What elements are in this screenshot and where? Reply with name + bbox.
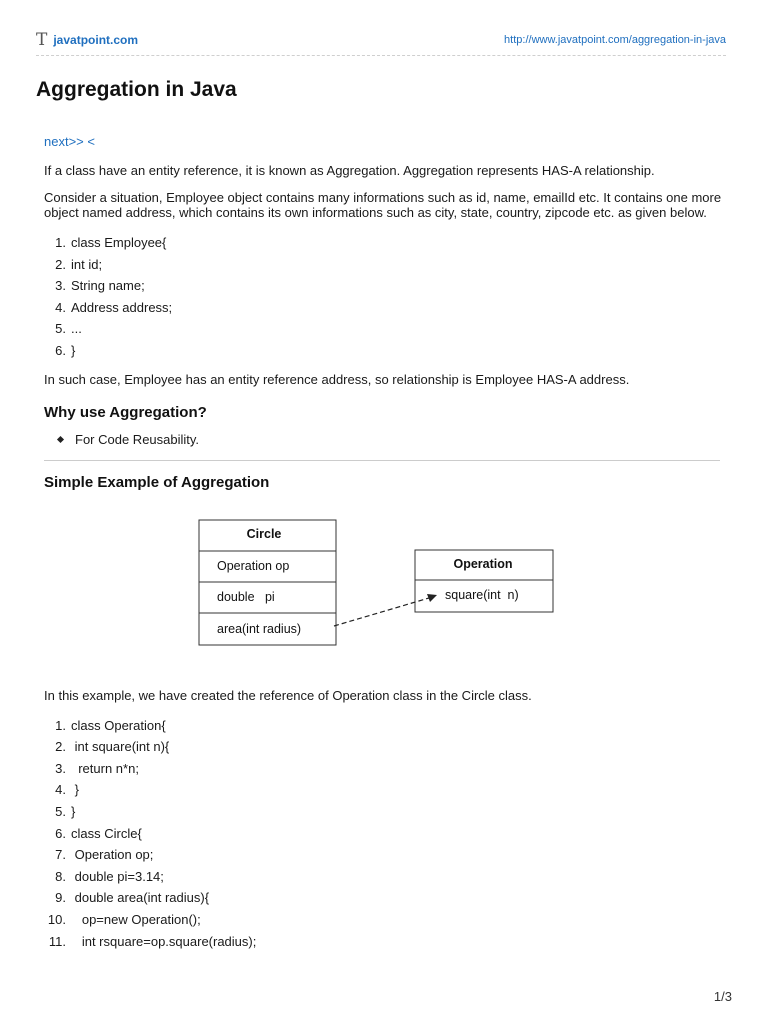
site-logo-icon: T <box>36 30 48 50</box>
code-line: 7. Operation op; <box>55 847 154 863</box>
code-line: 6. class Circle{ <box>55 825 142 841</box>
list-item: For Code Reusability. <box>44 432 724 448</box>
pager-nav <box>44 134 724 149</box>
site-name[interactable]: javatpoint.com <box>53 33 139 47</box>
why-heading: Why use Aggregation? <box>44 403 207 421</box>
circle-field-pi: double pi <box>217 589 275 604</box>
divider <box>44 460 720 461</box>
code-line: 4. Address address; <box>55 299 173 315</box>
code-line: 2. int id; <box>55 256 103 272</box>
example-heading: Simple Example of Aggregation <box>44 473 270 491</box>
code-line: 4. } <box>55 782 79 798</box>
intro-paragraph: If a class have an entity reference, it is known as Aggregation. Aggregation represents HAS-A relationship. <box>44 163 655 178</box>
operation-class-title: Operation <box>453 556 513 571</box>
next-link[interactable]: next>> <box>44 134 84 149</box>
employee-code-listing <box>44 232 724 362</box>
code-line: 6. } <box>55 342 76 358</box>
code-line: 5. ... <box>55 321 82 337</box>
code-line: 8. double pi=3.14; <box>55 868 164 884</box>
code-line: 1. class Operation{ <box>55 717 166 733</box>
code-line: 5. } <box>55 803 76 819</box>
circle-class-title: Circle <box>246 526 282 541</box>
example-paragraph: In this example, we have created the reference of Operation class in the Circle class. <box>44 687 532 703</box>
site-brand[interactable] <box>36 32 138 48</box>
diamond-bullet-icon <box>57 436 64 443</box>
code-line: 11. int rsquare=op.square(radius); <box>48 933 257 949</box>
operation-class-box <box>415 550 553 612</box>
uml-diagram <box>44 502 724 674</box>
page-title: Aggregation in Java <box>36 78 237 101</box>
code-line: 3. String name; <box>55 278 145 294</box>
page-header <box>36 30 726 56</box>
circle-class-box <box>199 520 336 645</box>
code-line: 1. class Employee{ <box>55 235 167 250</box>
page-url[interactable]: http://www.javatpoint.com/aggregation-in-java <box>504 34 726 46</box>
code-line: 3. return n*n; <box>55 760 139 776</box>
operation-method-square: square(int n) <box>445 587 519 602</box>
prev-link[interactable]: < <box>87 134 95 149</box>
article-content <box>44 134 724 962</box>
circle-method-area: area(int radius) <box>217 621 302 636</box>
why-list <box>44 432 724 448</box>
code-line: 10. op=new Operation(); <box>47 911 201 927</box>
code-line: 9. double area(int radius){ <box>55 890 210 906</box>
code-line: 2. int square(int n){ <box>55 739 170 755</box>
case-paragraph: In such case, Employee has an entity reference address, so relationship is Employee HAS-A address. <box>44 371 630 387</box>
circle-field-op: Operation op <box>217 558 290 573</box>
circle-code-listing <box>44 715 724 953</box>
situation-paragraph: Consider a situation, Employee object contains many informations such as id, name, emailId etc. It contains one more object named address, which contains its own informations such as city, state, country, zipcode etc. as given below. <box>44 190 722 220</box>
page-number: 1/3 <box>713 989 732 1004</box>
